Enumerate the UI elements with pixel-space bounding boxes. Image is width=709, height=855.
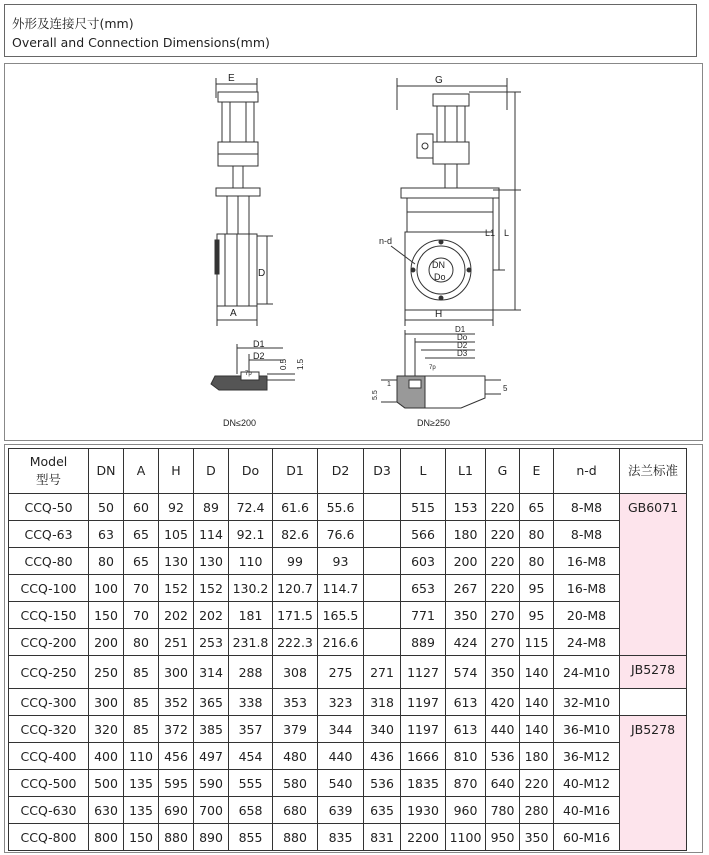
table-cell: 424	[446, 629, 486, 656]
table-cell: 165.5	[318, 602, 364, 629]
table-cell: 70	[124, 575, 159, 602]
table-cell: 171.5	[273, 602, 318, 629]
table-cell: 85	[124, 716, 159, 743]
table-cell: 60-M16	[554, 824, 620, 851]
table-cell: 180	[520, 743, 554, 770]
model-cell: CCQ-800	[9, 824, 89, 851]
column-header: Model 型号	[9, 449, 89, 494]
table-row	[9, 602, 687, 629]
label-d1-large: D1	[455, 325, 466, 334]
column-header: 法兰标准	[620, 449, 687, 494]
table-cell: 270	[486, 602, 520, 629]
label-5: 5	[503, 384, 508, 393]
table-cell: 1197	[401, 716, 446, 743]
label-7p-small: 7p	[245, 371, 252, 377]
table-cell: 640	[486, 770, 520, 797]
table-cell: 350	[446, 602, 486, 629]
table-cell: 275	[318, 656, 364, 689]
table-cell: 251	[159, 629, 194, 656]
table-cell: 536	[486, 743, 520, 770]
table-cell: 320	[89, 716, 124, 743]
table-cell: 590	[194, 770, 229, 797]
caption-small: DN≤200	[223, 418, 256, 428]
title-box	[4, 4, 697, 57]
table-cell: 1930	[401, 797, 446, 824]
table-cell: 385	[194, 716, 229, 743]
table-cell: 110	[124, 743, 159, 770]
label-dn: DN	[432, 260, 445, 270]
table-cell: 340	[364, 716, 401, 743]
table-cell: 658	[229, 797, 273, 824]
table-cell: 603	[401, 548, 446, 575]
table-cell	[364, 602, 401, 629]
label-55: 5.5	[372, 390, 379, 400]
label-d1-small: D1	[253, 339, 265, 349]
table-cell: 635	[364, 797, 401, 824]
label-l: L	[504, 228, 510, 238]
table-cell: 220	[486, 521, 520, 548]
table-cell: 880	[159, 824, 194, 851]
model-cell: CCQ-500	[9, 770, 89, 797]
table-cell: 200	[446, 548, 486, 575]
table-cell: 85	[124, 689, 159, 716]
table-cell: 350	[486, 656, 520, 689]
model-cell: CCQ-320	[9, 716, 89, 743]
table-row	[9, 743, 687, 770]
table-cell: 95	[520, 575, 554, 602]
table-cell: 566	[401, 521, 446, 548]
table-cell: 780	[486, 797, 520, 824]
table-cell: 440	[486, 716, 520, 743]
table-cell: 267	[446, 575, 486, 602]
table-cell: 497	[194, 743, 229, 770]
label-d2-small: D2	[253, 351, 265, 361]
table-cell: 323	[318, 689, 364, 716]
table-cell: 140	[520, 656, 554, 689]
table-cell: 300	[89, 689, 124, 716]
table-cell: 80	[520, 521, 554, 548]
column-header: L	[401, 449, 446, 494]
side-view	[215, 73, 273, 326]
table-row	[9, 548, 687, 575]
table-cell: 436	[364, 743, 401, 770]
table-cell: 300	[159, 656, 194, 689]
table-cell: 1666	[401, 743, 446, 770]
table-row	[9, 494, 687, 521]
model-cell: CCQ-150	[9, 602, 89, 629]
table-cell: 50	[89, 494, 124, 521]
table-cell: 115	[520, 629, 554, 656]
column-header: DN	[89, 449, 124, 494]
table-cell: 60	[124, 494, 159, 521]
table-cell: 130	[194, 548, 229, 575]
label-do: Do	[434, 272, 446, 282]
table-cell: 270	[486, 629, 520, 656]
table-cell: 85	[124, 656, 159, 689]
column-header: D2	[318, 449, 364, 494]
table-cell: 690	[159, 797, 194, 824]
table-cell: 93	[318, 548, 364, 575]
table-cell: 515	[401, 494, 446, 521]
table-cell: 350	[520, 824, 554, 851]
dimensions-table	[8, 448, 687, 851]
table-row	[9, 824, 687, 851]
table-cell: 65	[520, 494, 554, 521]
table-cell: 36-M10	[554, 716, 620, 743]
table-cell: 480	[273, 743, 318, 770]
model-cell: CCQ-250	[9, 656, 89, 689]
front-view	[379, 75, 521, 326]
table-cell: 456	[159, 743, 194, 770]
model-cell: CCQ-630	[9, 797, 89, 824]
table-cell: 639	[318, 797, 364, 824]
table-cell: 135	[124, 770, 159, 797]
table-cell: 40-M16	[554, 797, 620, 824]
model-cell: CCQ-63	[9, 521, 89, 548]
table-cell: 700	[194, 797, 229, 824]
table-cell: 120.7	[273, 575, 318, 602]
column-header: H	[159, 449, 194, 494]
table-cell: 216.6	[318, 629, 364, 656]
table-cell: 2200	[401, 824, 446, 851]
table-cell: 140	[520, 689, 554, 716]
column-header: G	[486, 449, 520, 494]
caption-large: DN≥250	[417, 418, 450, 428]
table-cell: 353	[273, 689, 318, 716]
table-cell: 220	[486, 548, 520, 575]
table-cell: 400	[89, 743, 124, 770]
table-cell: 220	[486, 494, 520, 521]
table-cell: 855	[229, 824, 273, 851]
table-cell: 20-M8	[554, 602, 620, 629]
table-cell: 870	[446, 770, 486, 797]
table-cell: 202	[159, 602, 194, 629]
table-cell: 250	[89, 656, 124, 689]
table-cell: 200	[89, 629, 124, 656]
table-cell: 140	[520, 716, 554, 743]
table-cell: 540	[318, 770, 364, 797]
table-cell: 181	[229, 602, 273, 629]
table-cell: 92.1	[229, 521, 273, 548]
table-cell: 835	[318, 824, 364, 851]
table-cell: 70	[124, 602, 159, 629]
flange-standard-cell	[620, 689, 687, 716]
model-cell: CCQ-400	[9, 743, 89, 770]
column-header: D1	[273, 449, 318, 494]
table-cell: 95	[520, 602, 554, 629]
column-header: E	[520, 449, 554, 494]
table-cell: 92	[159, 494, 194, 521]
table-cell: 135	[124, 797, 159, 824]
table-cell: 357	[229, 716, 273, 743]
table-cell	[364, 521, 401, 548]
table-cell: 80	[124, 629, 159, 656]
table-cell: 595	[159, 770, 194, 797]
column-header: n-d	[554, 449, 620, 494]
dimension-drawing	[4, 63, 703, 441]
table-cell: 65	[124, 521, 159, 548]
table-cell: 110	[229, 548, 273, 575]
table-cell: 152	[194, 575, 229, 602]
table-cell: 613	[446, 716, 486, 743]
table-cell: 800	[89, 824, 124, 851]
table-cell: 365	[194, 689, 229, 716]
table-cell: 280	[520, 797, 554, 824]
table-cell: 288	[229, 656, 273, 689]
model-cell: CCQ-300	[9, 689, 89, 716]
table-cell: 82.6	[273, 521, 318, 548]
table-cell: 344	[318, 716, 364, 743]
flange-standard-cell: JB5278	[620, 716, 687, 851]
column-header: D3	[364, 449, 401, 494]
table-cell: 352	[159, 689, 194, 716]
table-cell: 454	[229, 743, 273, 770]
model-cell: CCQ-80	[9, 548, 89, 575]
table-cell: 114	[194, 521, 229, 548]
column-header: A	[124, 449, 159, 494]
label-e: E	[228, 73, 235, 84]
title-cn: 外形及连接尺寸(mm)	[12, 16, 134, 31]
table-cell: 36-M12	[554, 743, 620, 770]
table-cell: 379	[273, 716, 318, 743]
dimensions-table-box	[4, 444, 703, 853]
table-cell: 440	[318, 743, 364, 770]
table-cell: 105	[159, 521, 194, 548]
table-cell: 555	[229, 770, 273, 797]
table-cell: 500	[89, 770, 124, 797]
flange-standard-cell: GB6071	[620, 494, 687, 656]
table-cell: 63	[89, 521, 124, 548]
table-cell: 372	[159, 716, 194, 743]
table-cell: 880	[273, 824, 318, 851]
table-cell: 890	[194, 824, 229, 851]
table-cell: 253	[194, 629, 229, 656]
table-cell: 89	[194, 494, 229, 521]
table-cell: 76.6	[318, 521, 364, 548]
label-do-large: Do	[457, 333, 468, 342]
flange-standard-cell: JB5278	[620, 656, 687, 689]
table-cell: 889	[401, 629, 446, 656]
table-cell: 1100	[446, 824, 486, 851]
table-cell: 960	[446, 797, 486, 824]
table-cell: 202	[194, 602, 229, 629]
table-cell	[364, 575, 401, 602]
table-row	[9, 797, 687, 824]
table-cell: 308	[273, 656, 318, 689]
table-cell: 338	[229, 689, 273, 716]
table-cell: 114.7	[318, 575, 364, 602]
table-cell: 8-M8	[554, 494, 620, 521]
table-cell: 1835	[401, 770, 446, 797]
table-cell: 150	[89, 602, 124, 629]
table-cell	[364, 548, 401, 575]
table-cell: 420	[486, 689, 520, 716]
table-cell: 314	[194, 656, 229, 689]
table-cell: 150	[124, 824, 159, 851]
table-cell: 1127	[401, 656, 446, 689]
label-05: 0.5	[279, 358, 288, 370]
table-cell: 630	[89, 797, 124, 824]
label-15: 1.5	[296, 358, 305, 370]
table-cell: 153	[446, 494, 486, 521]
table-cell: 40-M12	[554, 770, 620, 797]
label-a: A	[230, 308, 237, 319]
table-cell: 180	[446, 521, 486, 548]
table-row	[9, 770, 687, 797]
table-cell: 55.6	[318, 494, 364, 521]
table-cell: 61.6	[273, 494, 318, 521]
table-cell: 32-M10	[554, 689, 620, 716]
model-cell: CCQ-50	[9, 494, 89, 521]
table-cell: 65	[124, 548, 159, 575]
table-cell	[364, 494, 401, 521]
title-en: Overall and Connection Dimensions(mm)	[12, 35, 270, 50]
table-cell: 271	[364, 656, 401, 689]
label-g: G	[435, 75, 443, 86]
model-cell: CCQ-200	[9, 629, 89, 656]
table-cell: 536	[364, 770, 401, 797]
table-header-row	[9, 449, 687, 494]
label-l1: L1	[485, 228, 496, 238]
table-cell: 24-M8	[554, 629, 620, 656]
table-cell: 613	[446, 689, 486, 716]
table-row	[9, 656, 687, 689]
label-d2-large: D2	[457, 341, 468, 350]
table-cell: 130	[159, 548, 194, 575]
table-cell: 152	[159, 575, 194, 602]
table-cell: 16-M8	[554, 548, 620, 575]
model-cell: CCQ-100	[9, 575, 89, 602]
table-cell: 831	[364, 824, 401, 851]
table-cell: 810	[446, 743, 486, 770]
table-cell: 24-M10	[554, 656, 620, 689]
table-row	[9, 716, 687, 743]
table-row	[9, 629, 687, 656]
table-cell: 950	[486, 824, 520, 851]
table-cell: 222.3	[273, 629, 318, 656]
table-cell: 680	[273, 797, 318, 824]
column-header: Do	[229, 449, 273, 494]
table-cell: 580	[273, 770, 318, 797]
table-cell: 130.2	[229, 575, 273, 602]
table-row	[9, 521, 687, 548]
table-cell: 80	[89, 548, 124, 575]
table-cell: 653	[401, 575, 446, 602]
table-cell: 100	[89, 575, 124, 602]
table-row	[9, 689, 687, 716]
table-row	[9, 575, 687, 602]
flange-detail-large	[372, 325, 508, 428]
label-d3-large: D3	[457, 349, 468, 358]
table-cell: 220	[486, 575, 520, 602]
table-cell: 8-M8	[554, 521, 620, 548]
column-header: D	[194, 449, 229, 494]
table-cell: 220	[520, 770, 554, 797]
label-7p-large: 7p	[429, 365, 436, 371]
table-cell: 16-M8	[554, 575, 620, 602]
table-cell: 72.4	[229, 494, 273, 521]
table-cell: 1197	[401, 689, 446, 716]
label-1: 1	[387, 381, 391, 388]
table-cell: 80	[520, 548, 554, 575]
table-cell: 771	[401, 602, 446, 629]
label-d: D	[258, 268, 266, 279]
table-cell: 231.8	[229, 629, 273, 656]
label-h: H	[435, 309, 443, 320]
flange-detail-small	[211, 339, 305, 428]
table-cell	[364, 629, 401, 656]
label-nd: n-d	[379, 236, 393, 246]
table-cell: 318	[364, 689, 401, 716]
table-cell: 99	[273, 548, 318, 575]
table-cell: 574	[446, 656, 486, 689]
column-header: L1	[446, 449, 486, 494]
